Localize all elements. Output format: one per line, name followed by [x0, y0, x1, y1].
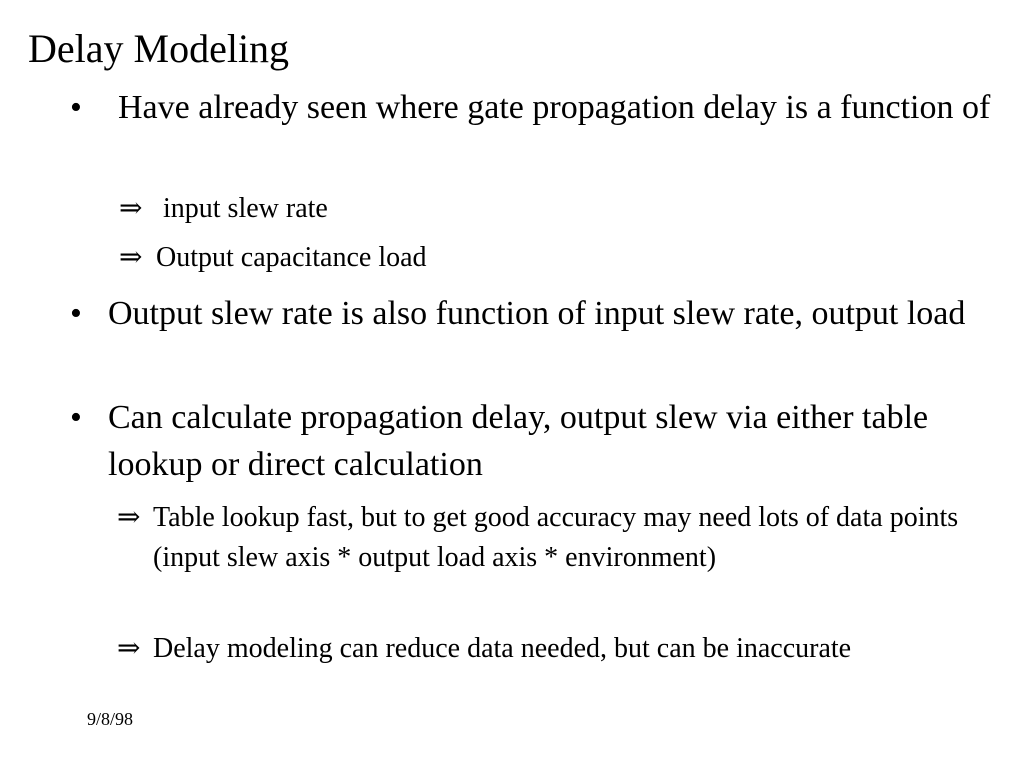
bullet-marker: • — [70, 89, 82, 126]
arrow-icon: ⇒ — [117, 502, 141, 533]
subitem-1-1 — [119, 189, 1013, 229]
subitem-text: Delay modeling can reduce data needed, but can be inaccurate — [153, 633, 852, 664]
subitem-text: Table lookup fast, but to get good accuracy may need lots of data points (input slew axis * output load axis * environment) — [153, 502, 959, 573]
subitem-text: input slew rate — [163, 193, 328, 224]
bullet-marker: • — [70, 399, 82, 436]
subitem-text: Output capacitance load — [156, 242, 427, 273]
arrow-icon: ⇒ — [119, 242, 143, 273]
bullet-marker: • — [70, 295, 82, 332]
subitem-1-2 — [119, 238, 1006, 278]
bullet-item-3 — [70, 394, 1008, 488]
arrow-icon: ⇒ — [119, 193, 143, 224]
footer-date: 9/8/98 — [87, 709, 134, 729]
slide-title: Delay Modeling — [28, 26, 290, 71]
bullet-text: Have already seen where gate propagation delay is a function of — [118, 89, 991, 126]
bullet-item-1 — [70, 84, 1018, 131]
bullet-item-2 — [70, 290, 1008, 337]
bullet-text: Output slew rate is also function of input slew rate, output load — [108, 295, 966, 332]
subitem-3-1 — [117, 498, 1003, 578]
bullet-text: Can calculate propagation delay, output slew via either table lookup or direct calculation — [108, 399, 929, 483]
subitem-3-2 — [117, 629, 1003, 669]
arrow-icon: ⇒ — [117, 633, 141, 664]
